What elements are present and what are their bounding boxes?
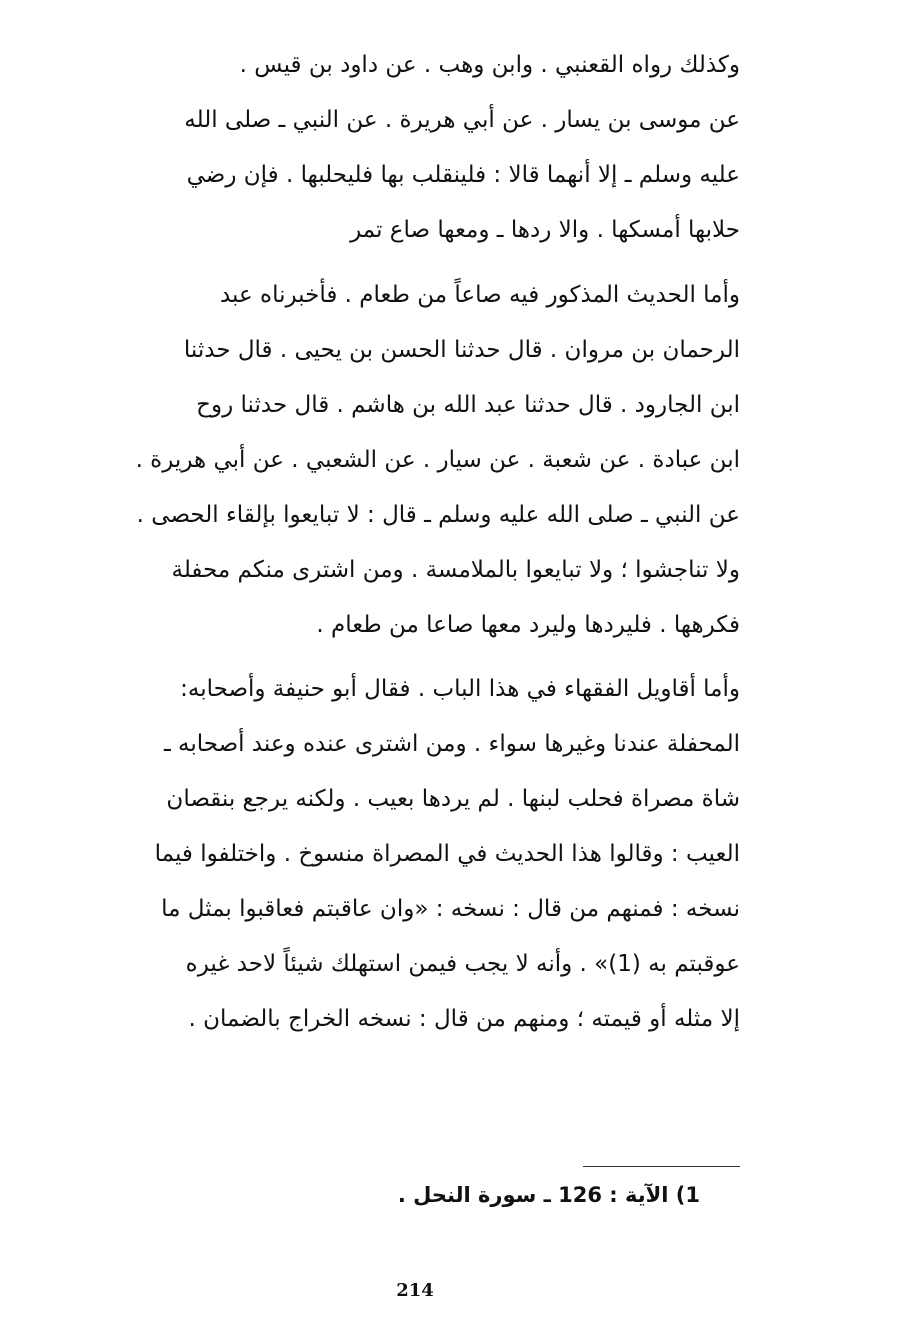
text-line: عوقبتم به (1)» . وأنه لا يجب فيمن استهلك شيئاً لاحد غيره bbox=[185, 951, 740, 977]
paragraph-3 bbox=[104, 662, 740, 1047]
text-line: فكرهها . فليردها وليرد معها صاعا من طعام . bbox=[316, 612, 740, 638]
text-line: ولا تناجشوا ؛ ولا تبايعوا بالملامسة . ومن اشترى منكم محفلة bbox=[171, 557, 740, 583]
text-line: وأما الحديث المذكور فيه صاعاً من طعام . فأخبرناه عبد bbox=[219, 282, 740, 308]
page-number: 214 bbox=[396, 1280, 434, 1301]
footnote: 1) الآية : 126 ـ سورة النحل . bbox=[397, 1183, 700, 1207]
text-line: شاة مصراة فحلب لبنها . لم يردها بعيب . ولكنه يرجع بنقصان bbox=[166, 786, 740, 812]
text-line: حلابها أمسكها . والا ردها ـ ومعها صاع تمر bbox=[350, 217, 740, 243]
text-line: عليه وسلم ـ إلا أنهما قالا : فلينقلب بها فليحلبها . فإن رضي bbox=[186, 162, 740, 188]
paragraph-2 bbox=[104, 268, 740, 653]
text-line: المحفلة عندنا وغيرها سواء . ومن اشترى عنده وعند أصحابه ـ bbox=[163, 731, 740, 757]
text-line: ابن عبادة . عن شعبة . عن سيار . عن الشعبي . عن أبي هريرة . bbox=[135, 447, 740, 473]
text-line: عن النبي ـ صلى الله عليه وسلم ـ قال : لا تبايعوا بإلقاء الحصى . bbox=[136, 502, 740, 528]
text-line: الرحمان بن مروان . قال حدثنا الحسن بن يحيى . قال حدثنا bbox=[183, 337, 740, 363]
text-line: إلا مثله أو قيمته ؛ ومنهم من قال : نسخه الخراج بالضمان . bbox=[188, 1006, 740, 1032]
footnote-divider bbox=[583, 1166, 740, 1167]
text-line: العيب : وقالوا هذا الحديث في المصراة منسوخ . واختلفوا فيما bbox=[154, 841, 740, 867]
text-line: عن موسى بن يسار . عن أبي هريرة . عن النبي ـ صلى الله bbox=[184, 107, 740, 133]
text-line: ابن الجارود . قال حدثنا عبد الله بن هاشم . قال حدثنا روح bbox=[196, 392, 740, 418]
text-line: وأما أقاويل الفقهاء في هذا الباب . فقال أبو حنيفة وأصحابه: bbox=[180, 676, 740, 702]
paragraph-1 bbox=[104, 38, 740, 258]
text-line: وكذلك رواه القعنبي . وابن وهب . عن داود بن قيس . bbox=[239, 52, 740, 78]
text-line: نسخه : فمنهم من قال : نسخه : «وان عاقبتم فعاقبوا بمثل ما bbox=[161, 896, 740, 922]
